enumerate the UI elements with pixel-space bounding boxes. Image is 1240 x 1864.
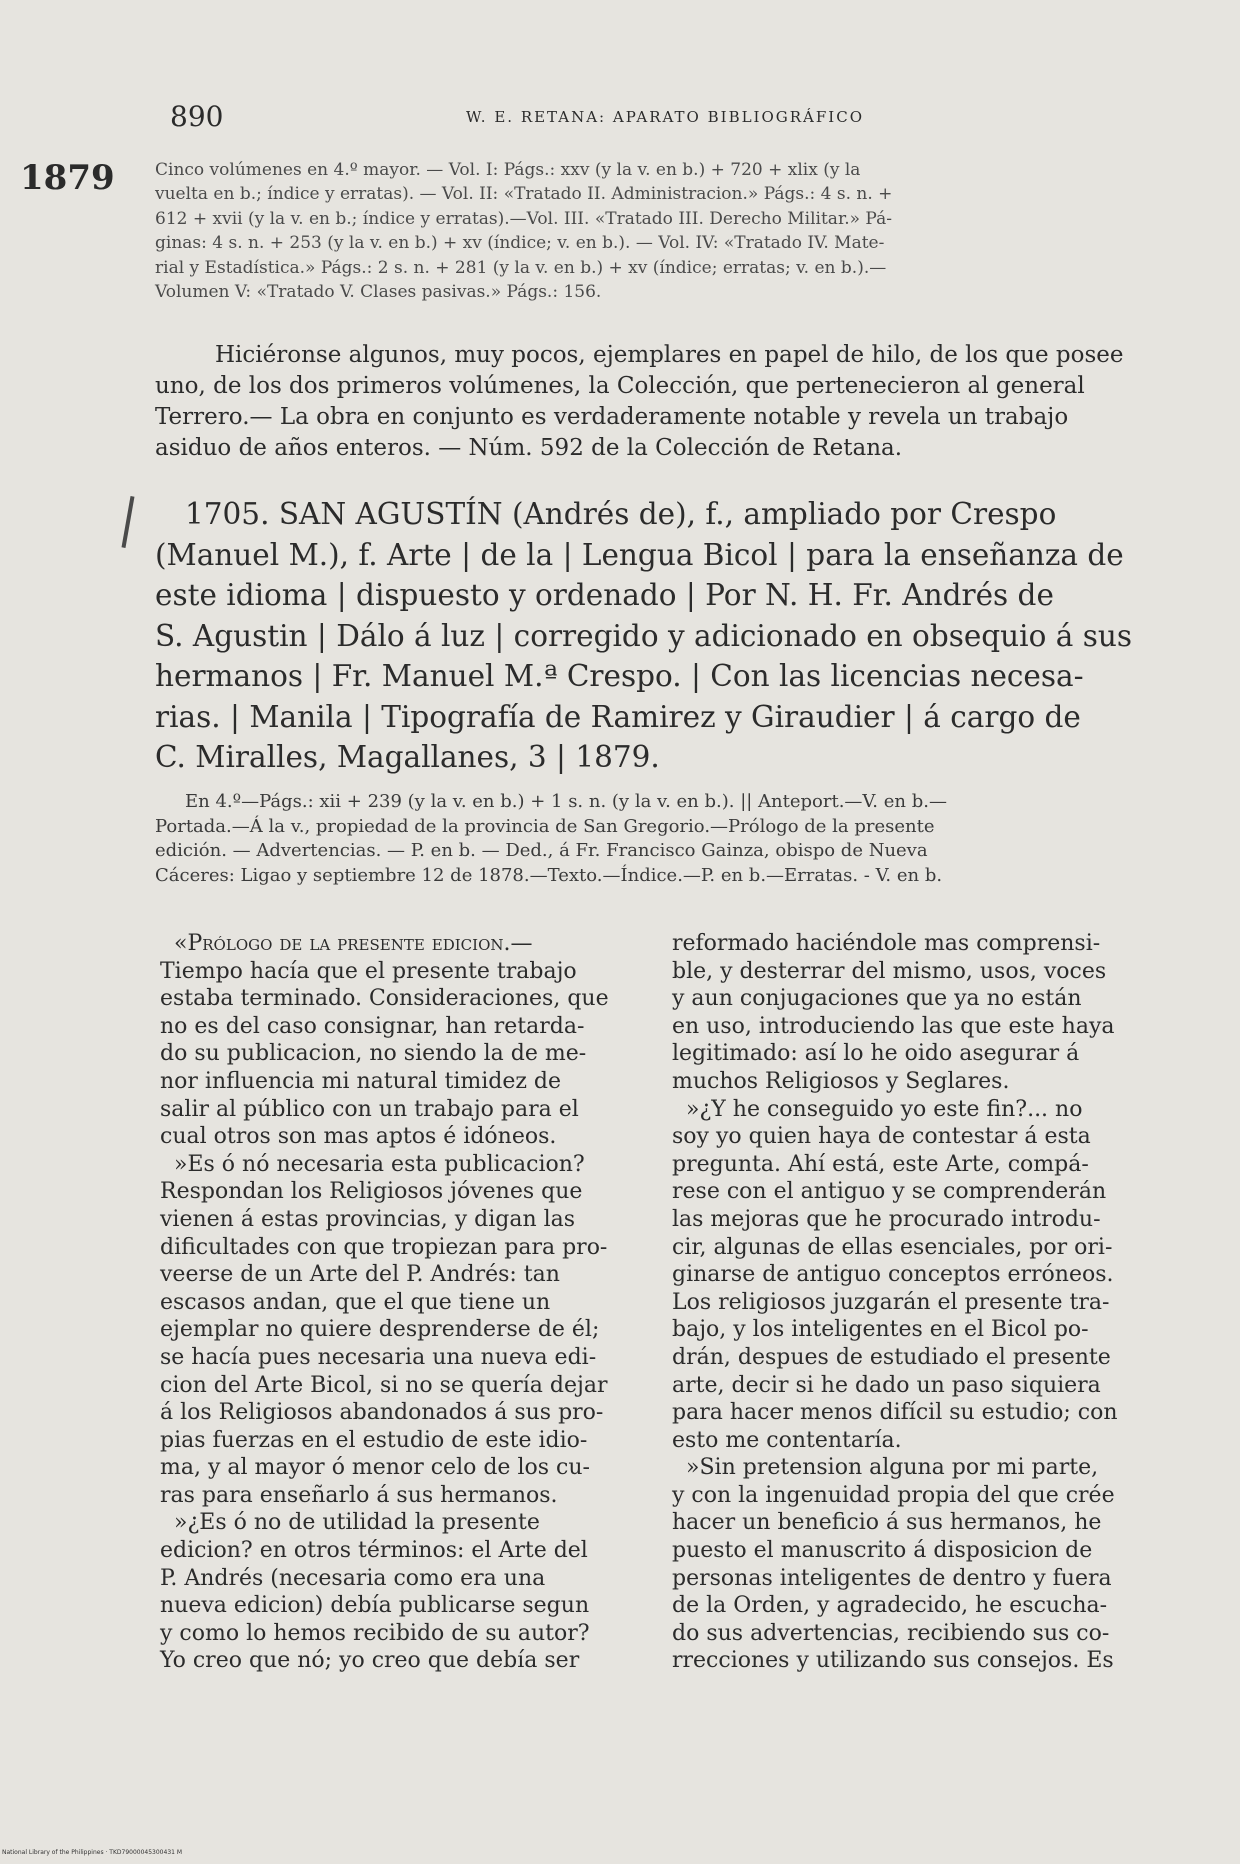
text-line: vuelta en b.; índice y erratas). — Vol. II: «Tratado II. Administracion.» Págs.: 4 s. n. + bbox=[155, 184, 893, 205]
entry-line: C. Miralles, Magallanes, 3 | 1879. bbox=[155, 740, 660, 774]
text-line: estaba terminado. Consideraciones, que bbox=[160, 986, 609, 1012]
text-line: 612 + xvii (y la v. en b.; índice y erratas).—Vol. III. «Tratado III. Derecho Militar.» Pá- bbox=[155, 208, 892, 229]
prologue-right-column bbox=[672, 930, 1157, 1675]
entry-line: (Manuel M.), f. Arte | de la | Lengua Bicol | para la enseñanza de bbox=[155, 537, 1124, 572]
text-line: ble, y desterrar del mismo, usos, voces bbox=[672, 958, 1107, 984]
text-line: drán, despues de estudiado el presente bbox=[672, 1344, 1111, 1370]
text-line: no es del caso consignar, han retarda- bbox=[160, 1013, 585, 1039]
text-line: ejemplar no quiere desprenderse de él; bbox=[160, 1317, 600, 1343]
entry-line: este idioma | dispuesto y ordenado | Por N. H. Fr. Andrés de bbox=[155, 578, 1054, 612]
text-line: Terrero.— La obra en conjunto es verdaderamente notable y revela un trabajo bbox=[155, 404, 1069, 430]
text-line: »¿Es ó no de utilidad la presente bbox=[174, 1510, 540, 1536]
text-line: de la Orden, y agradecido, he escucha- bbox=[672, 1593, 1108, 1619]
text-line: cual otros son mas aptos é idóneos. bbox=[160, 1124, 557, 1150]
text-line: Portada.—Á la v., propiedad de la provincia de San Gregorio.—Prólogo de la presente bbox=[155, 815, 935, 837]
text-line: Cáceres: Ligao y septiembre 12 de 1878.—Texto.—Índice.—P. en b.—Erratas. - V. en b. bbox=[155, 864, 943, 886]
entry-line: 1705. SAN AGUSTÍN (Andrés de), f., ampliado por Crespo bbox=[185, 497, 1057, 531]
scan-footer: National Library of the Philippines · TKD79000045300431 M bbox=[2, 1849, 183, 1856]
text-line: Cinco volúmenes en 4.º mayor. — Vol. I: Págs.: xxv (y la v. en b.) + 720 + xlix (y la bbox=[155, 160, 861, 180]
text-line: bajo, y los inteligentes en el Bicol po- bbox=[672, 1317, 1089, 1343]
text-line: nueva edicion) debía publicarse segun bbox=[160, 1593, 590, 1619]
text-line: soy yo quien haya de contestar á esta bbox=[672, 1124, 1091, 1150]
text-line: rrecciones y utilizando sus consejos. Es bbox=[672, 1648, 1114, 1674]
text-line: do su publicacion, no siendo la de me- bbox=[160, 1041, 587, 1067]
text-line: «Prólogo de la presente edicion.— bbox=[174, 931, 533, 956]
text-line: rial y Estadística.» Págs.: 2 s. n. + 281 (y la v. en b.) + xv (índice; erratas; v. en b.).— bbox=[155, 257, 887, 278]
text-line: escasos andan, que el que tiene un bbox=[160, 1289, 551, 1315]
text-line: muchos Religiosos y Seglares. bbox=[672, 1068, 1010, 1094]
text-line: »Es ó nó necesaria esta publicacion? bbox=[174, 1151, 585, 1177]
entry-line: rias. | Manila | Tipografía de Ramirez y Giraudier | á cargo de bbox=[155, 699, 1081, 734]
text-line: Yo creo que nó; yo creo que debía ser bbox=[160, 1648, 580, 1674]
bibliographic-entry bbox=[155, 494, 1155, 778]
entry-line: S. Agustin | Dálo á luz | corregido y adicionado en obsequio á sus bbox=[155, 618, 1133, 653]
physical-description bbox=[155, 790, 1155, 888]
text-line: cion del Arte Bicol, si no se quería dejar bbox=[160, 1372, 608, 1398]
entry-line: hermanos | Fr. Manuel M.ª Crespo. | Con las licencias necesa- bbox=[155, 659, 1084, 693]
text-line: se hacía pues necesaria una nueva edi- bbox=[160, 1344, 597, 1370]
text-line: ras para enseñarlo á sus hermanos. bbox=[160, 1482, 558, 1508]
text-line: nor influencia mi natural timidez de bbox=[160, 1068, 562, 1094]
text-line: en uso, introduciendo las que este haya bbox=[672, 1013, 1115, 1039]
page-number: 890 bbox=[170, 100, 224, 133]
text-line: rese con el antiguo y se comprenderán bbox=[672, 1179, 1107, 1205]
text-line: asiduo de años enteros. — Núm. 592 de la Colección de Retana. bbox=[155, 435, 903, 461]
text-line: á los Religiosos abandonados á sus pro- bbox=[160, 1400, 604, 1426]
text-line: personas inteligentes de dentro y fuera bbox=[672, 1565, 1112, 1591]
text-line: Hiciéronse algunos, muy pocos, ejemplares en papel de hilo, de los que posee bbox=[215, 342, 1124, 368]
note-paragraph bbox=[155, 340, 1155, 464]
running-title: W. E. RETANA: APARATO BIBLIOGRÁFICO bbox=[466, 108, 864, 126]
text-line: vienen á estas provincias, y digan las bbox=[160, 1206, 576, 1232]
text-line: para hacer menos difícil su estudio; con bbox=[672, 1400, 1118, 1426]
text-line: P. Andrés (necesaria como era una bbox=[160, 1565, 546, 1591]
text-line: ginas: 4 s. n. + 253 (y la v. en b.) + xv (índice; v. en b.). — Vol. IV: «Tratado IV. Mate- bbox=[155, 233, 885, 254]
text-line: ginarse de antiguo conceptos erróneos. bbox=[672, 1262, 1114, 1288]
margin-mark bbox=[122, 496, 135, 548]
volumes-description bbox=[155, 158, 1155, 304]
page-header bbox=[170, 100, 1160, 133]
text-line: »Sin pretension alguna por mi parte, bbox=[686, 1455, 1099, 1481]
text-line: esto me contentaría. bbox=[672, 1427, 902, 1453]
text-line: y con la ingenuidad propia del que crée bbox=[672, 1482, 1115, 1508]
prologue-left-column bbox=[160, 930, 645, 1675]
text-line: »¿Y he conseguido yo este fin?... no bbox=[686, 1096, 1083, 1122]
text-line: Respondan los Religiosos jóvenes que bbox=[160, 1179, 583, 1205]
text-line: pregunta. Ahí está, este Arte, compá- bbox=[672, 1151, 1089, 1177]
text-line: dificultades con que tropiezan para pro- bbox=[160, 1234, 608, 1260]
text-line: las mejoras que he procurado introdu- bbox=[672, 1206, 1101, 1232]
text-line: edición. — Advertencias. — P. en b. — Ded., á Fr. Francisco Gainza, obispo de Nueva bbox=[155, 840, 928, 861]
text-line: Tiempo hacía que el presente trabajo bbox=[160, 958, 577, 984]
text-line: arte, decir si he dado un paso siquiera bbox=[672, 1372, 1101, 1398]
text-line: legitimado: así lo he oido asegurar á bbox=[672, 1041, 1080, 1067]
text-line: pias fuerzas en el estudio de este idio- bbox=[160, 1427, 588, 1453]
text-line: hacer un beneficio á sus hermanos, he bbox=[672, 1510, 1102, 1536]
text-line: salir al público con un trabajo para el bbox=[160, 1096, 579, 1122]
text-line: ma, y al mayor ó menor celo de los cu- bbox=[160, 1455, 590, 1481]
text-line: reformado haciéndole mas comprensi- bbox=[672, 931, 1101, 956]
text-line: Volumen V: «Tratado V. Clases pasivas.» Págs.: 156. bbox=[155, 282, 602, 303]
margin-year: 1879 bbox=[20, 158, 115, 198]
text-line: puesto el manuscrito á disposicion de bbox=[672, 1538, 1093, 1564]
text-line: veerse de un Arte del P. Andrés: tan bbox=[160, 1262, 560, 1288]
text-line: En 4.º—Págs.: xii + 239 (y la v. en b.) + 1 s. n. (y la v. en b.). || Anteport.—V. en b.— bbox=[185, 791, 947, 812]
text-line: y aun conjugaciones que ya no están bbox=[672, 986, 1082, 1012]
text-line: do sus advertencias, recibiendo sus co- bbox=[672, 1620, 1110, 1646]
text-line: y como lo hemos recibido de su autor? bbox=[160, 1620, 590, 1646]
text-line: uno, de los dos primeros volúmenes, la Colección, que pertenecieron al general bbox=[155, 373, 1085, 399]
text-line: cir, algunas de ellas esenciales, por ori- bbox=[672, 1234, 1113, 1260]
text-line: edicion? en otros términos: el Arte del bbox=[160, 1538, 588, 1564]
text-line: Los religiosos juzgarán el presente tra- bbox=[672, 1289, 1110, 1315]
